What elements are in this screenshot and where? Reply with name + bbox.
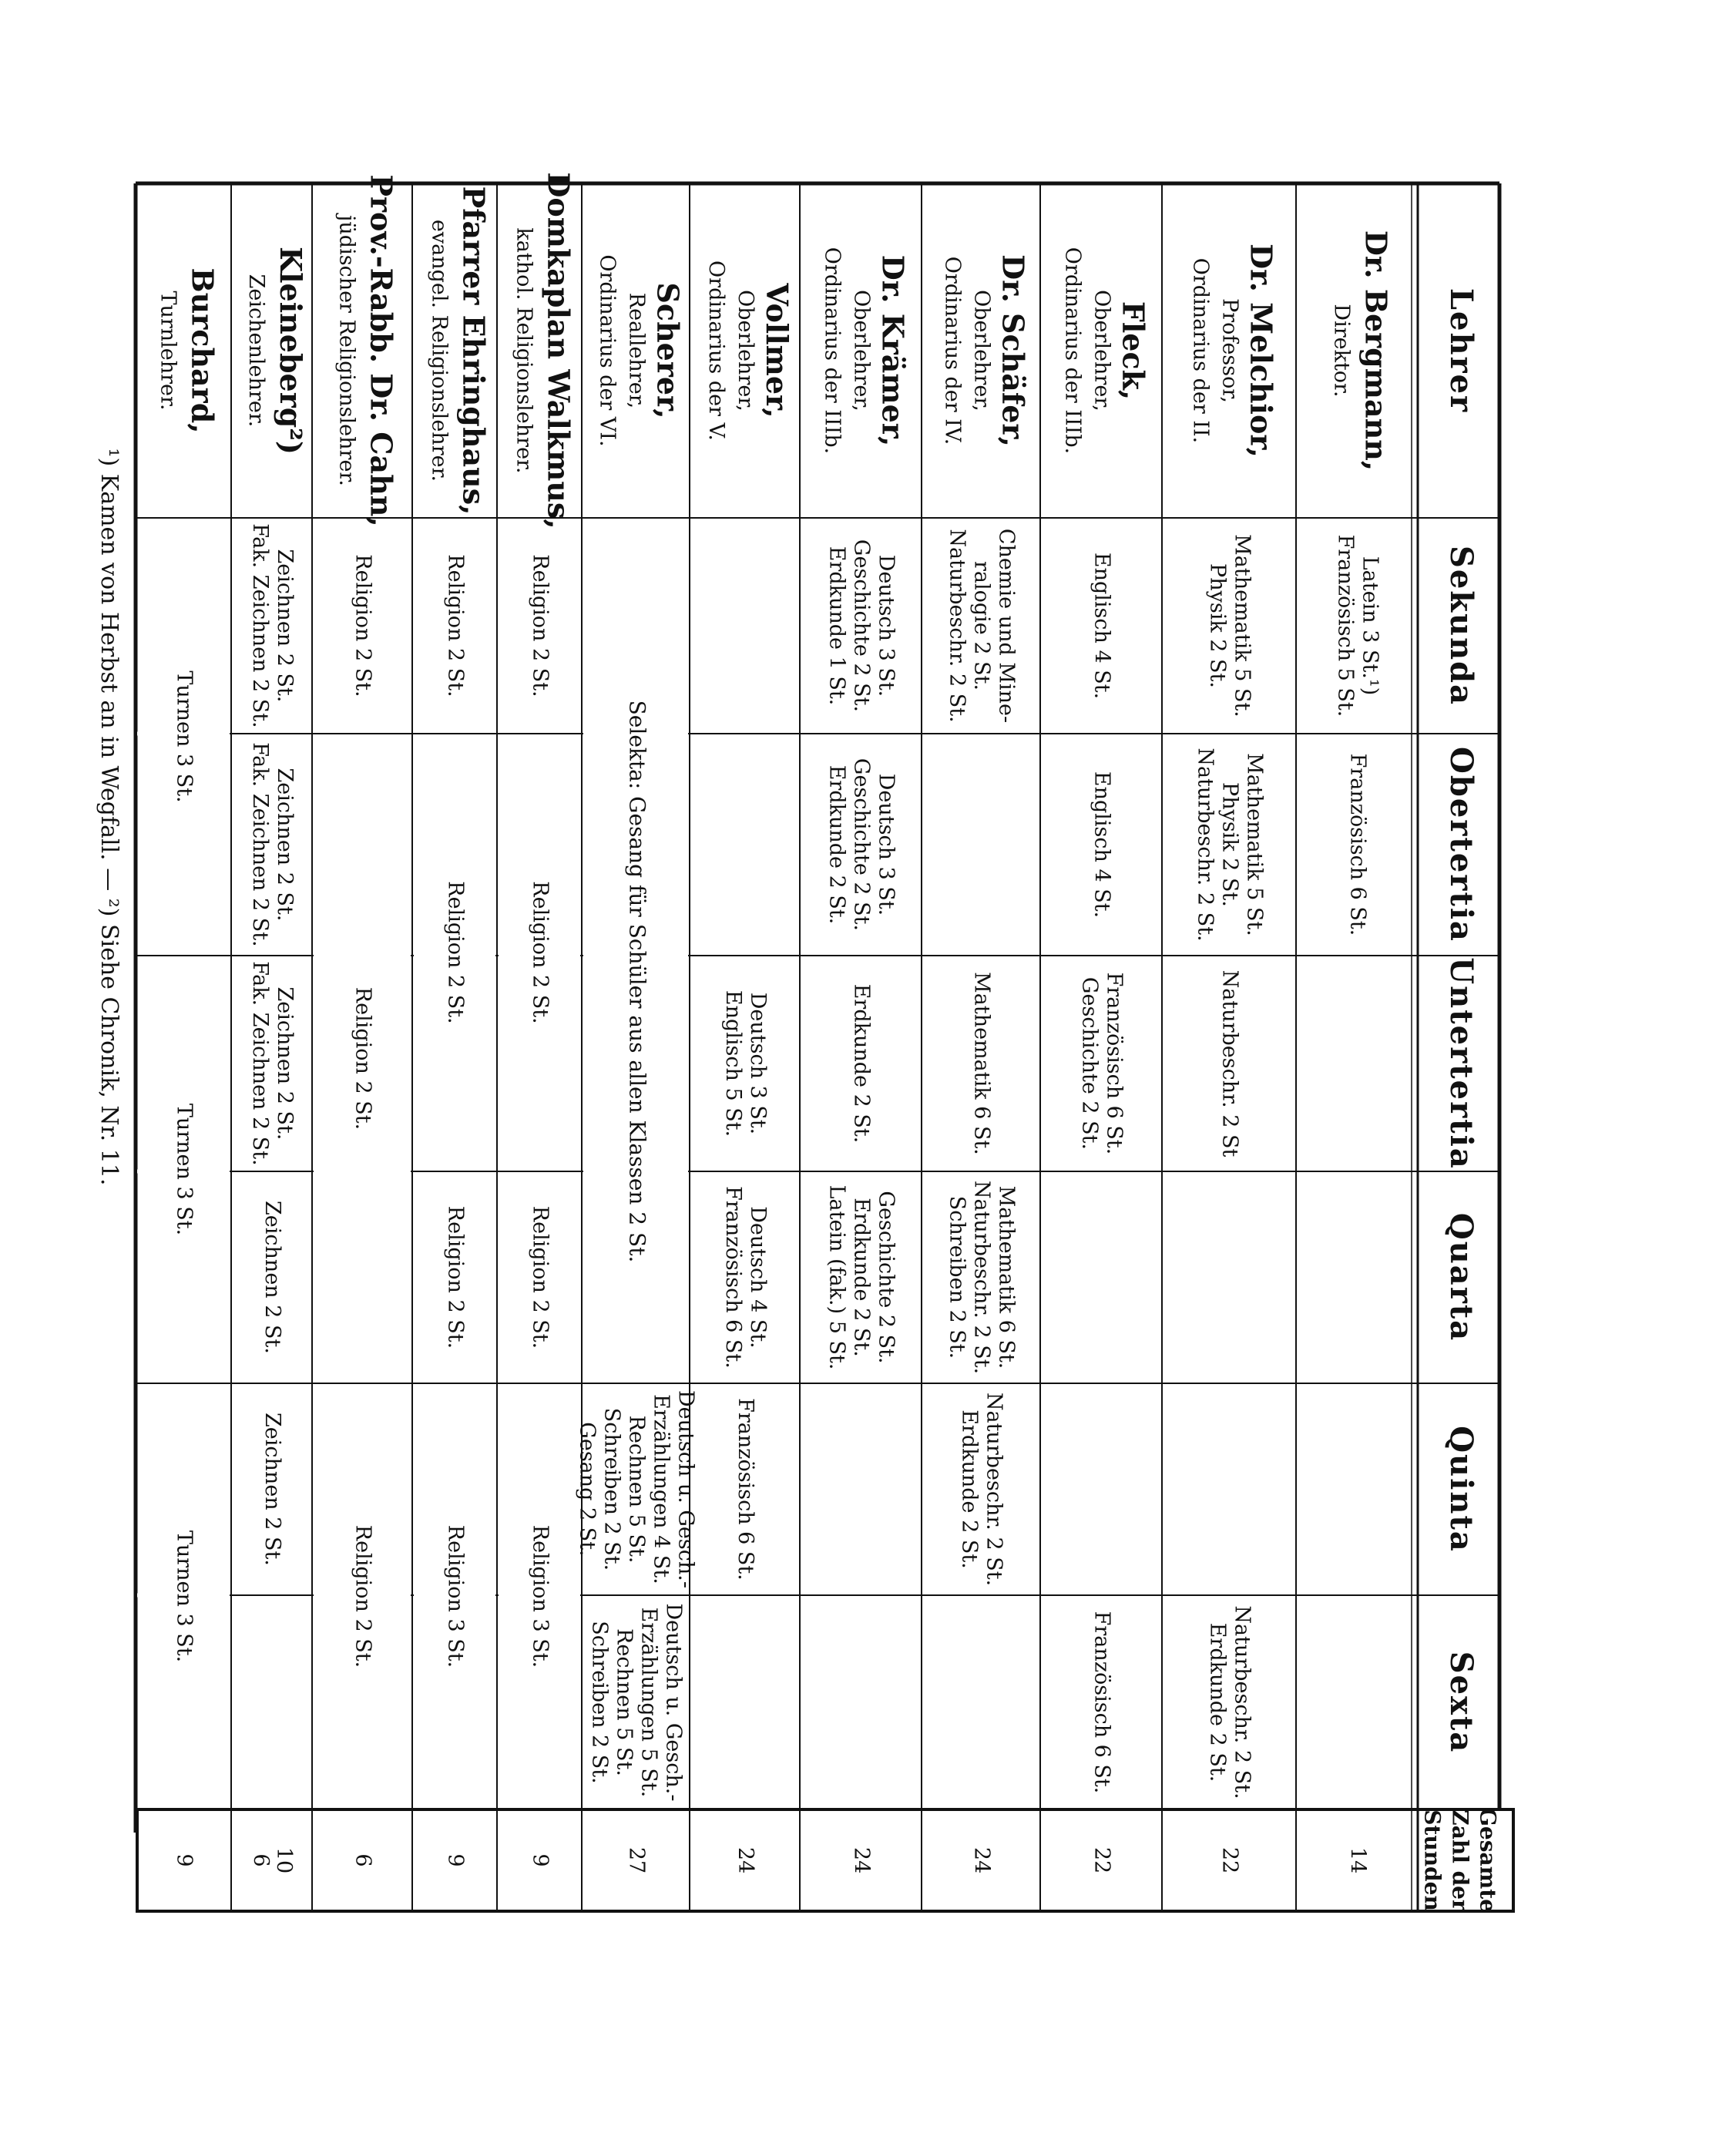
cell-obertertia-line: Fak. Zeichnen 2 St. xyxy=(248,742,272,947)
cell-sekunda-line: Englisch 4 St. xyxy=(1090,552,1114,700)
teacher-name: Dr. Krämer, xyxy=(875,254,911,447)
cell-sexta-line: Naturbeschr. 2 St. xyxy=(1230,1605,1254,1799)
header-untertertia xyxy=(1443,957,1479,1170)
cell-obertertia-line: Deutsch 3 St. xyxy=(874,773,898,916)
cell-untertertia-line: Deutsch 3 St. xyxy=(746,992,770,1135)
footnote-text-line: ¹) Kamen von Herbst an in Wegfall. — ²) Siehe Chronik, Nr. 11. xyxy=(96,448,123,1186)
total-cell-line: 22 xyxy=(1217,1846,1242,1874)
merged-cell xyxy=(173,670,196,802)
total-cell-line: 9 xyxy=(443,1853,468,1867)
cell-sexta-line: Französisch 6 St. xyxy=(1090,1611,1114,1794)
cell-untertertia xyxy=(248,961,297,1165)
merged-cell-line: Religion 3 St. xyxy=(528,1524,552,1668)
cell-sekunda-line: ralogie 2 St. xyxy=(969,560,994,691)
cell-sekunda-line: Physik 2 St. xyxy=(1205,563,1230,688)
teacher-name: Scherer, xyxy=(650,282,686,419)
cell-sekunda-line: Geschichte 2 St. xyxy=(849,539,874,713)
teacher-name: Burchard, xyxy=(185,267,220,434)
cell-quinta-line: Schreiben 2 St. xyxy=(599,1407,624,1571)
merged-cell-line: Religion 2 St. xyxy=(443,881,468,1024)
cell-sexta xyxy=(1090,1611,1114,1794)
cell-quarta-line: Geschichte 2 St. xyxy=(874,1191,898,1364)
total-cell-line: 6 xyxy=(351,1853,375,1867)
cell-obertertia-line: Erdkunde 2 St. xyxy=(824,764,849,925)
cell-untertertia-line: Englisch 5 St. xyxy=(721,990,745,1137)
teacher-title: Zeichenlehrer. xyxy=(244,274,268,428)
cell-sekunda-line: Zeichnen 2 St. xyxy=(273,549,297,703)
merged-cell xyxy=(444,554,468,697)
cell-obertertia xyxy=(248,742,297,946)
merged-cell xyxy=(529,554,552,697)
cell-sekunda-line: Mathematik 5 St. xyxy=(1230,534,1254,717)
teacher-title: Reallehrer, xyxy=(624,292,649,409)
cell-obertertia-line: Geschichte 2 St. xyxy=(849,758,874,932)
cell-untertertia-line: Zeichnen 2 St. xyxy=(273,986,297,1141)
cell-sexta xyxy=(588,1604,686,1802)
cell-quinta xyxy=(734,1398,757,1581)
header-obertertia xyxy=(1443,747,1479,942)
selekta-span xyxy=(625,701,650,1263)
teacher-name: Dr. Melchior, xyxy=(1244,244,1279,458)
footnote xyxy=(96,449,123,1186)
teacher-name: Kleineberg²) xyxy=(274,247,308,455)
header-sekunda xyxy=(1443,546,1479,706)
header-total-line: Stunden xyxy=(1419,1809,1446,1911)
cell-untertertia-line: Naturbeschr. 2 St xyxy=(1217,969,1242,1157)
total-cell-line: 24 xyxy=(969,1846,994,1874)
cell-untertertia xyxy=(1078,973,1127,1155)
teacher-title: Ordinarius der VI. xyxy=(595,254,620,447)
cell-obertertia-line: Französisch 6 St. xyxy=(1345,753,1370,936)
total-cell-line: 14 xyxy=(1345,1846,1370,1874)
teacher-name: Vollmer, xyxy=(760,283,794,418)
cell-sekunda xyxy=(1090,553,1114,699)
merged-cell-line: Religion 2 St. xyxy=(528,554,552,697)
cell-quarta xyxy=(260,1201,284,1354)
total-cell-line: 9 xyxy=(528,1853,552,1867)
cell-untertertia xyxy=(970,972,994,1155)
cell-quinta-line: Französisch 6 St. xyxy=(734,1398,757,1581)
cell-quinta xyxy=(260,1413,284,1566)
merged-cell xyxy=(444,881,468,1023)
total-cell-line: 9 xyxy=(172,1853,196,1867)
merged-cell-line: Religion 2 St. xyxy=(443,1205,468,1349)
total-cell xyxy=(444,1853,468,1866)
merged-cell xyxy=(351,554,375,697)
total-cell-line: 10 xyxy=(272,1846,296,1874)
cell-sekunda xyxy=(248,523,297,727)
cell-obertertia-line: Zeichnen 2 St. xyxy=(273,768,297,922)
teacher-title: jüdischer Religionslehrer. xyxy=(334,215,359,486)
cell-untertertia-line: Mathematik 6 St. xyxy=(969,972,994,1155)
cell-sexta-line: Erdkunde 2 St. xyxy=(1205,1622,1230,1782)
cell-untertertia xyxy=(1218,970,1242,1157)
teacher-name: Domkaplan Walkmus, xyxy=(541,172,576,529)
teacher-title: Oberlehrer, xyxy=(1090,290,1114,412)
merged-cell-line: Religion 2 St. xyxy=(351,1524,375,1668)
teacher-title: Ordinarius der V. xyxy=(704,260,728,441)
teacher-name: Prov.-Rabb. Dr. Cahn, xyxy=(364,174,399,527)
merged-cell-line: Turnen 3 St. xyxy=(172,670,196,803)
cell-obertertia xyxy=(1090,771,1114,918)
cell-obertertia xyxy=(825,758,898,931)
cell-untertertia xyxy=(721,990,770,1137)
cell-sekunda xyxy=(1334,535,1382,717)
total-cell-line: 22 xyxy=(1090,1846,1114,1874)
cell-obertertia-line: Naturbeschr. 2 St. xyxy=(1193,748,1217,942)
cell-quinta-line: Erzählungen 4 St. xyxy=(649,1394,673,1584)
cell-quarta-line: Schreiben 2 St. xyxy=(945,1195,969,1359)
merged-cell-line: Religion 2 St. xyxy=(528,881,552,1024)
cell-untertertia-line: Geschichte 2 St. xyxy=(1077,976,1102,1151)
cell-quarta-line: Deutsch 4 St. xyxy=(746,1206,770,1349)
merged-cell-line: Religion 2 St. xyxy=(528,1205,552,1349)
header-total-line: Gesamte xyxy=(1475,1807,1501,1913)
teacher-cell xyxy=(244,247,308,455)
header-quarta xyxy=(1443,1213,1479,1342)
cell-quinta-line: Naturbeschr. 2 St. xyxy=(982,1392,1006,1587)
teacher-name: Dr. Bergmann, xyxy=(1358,230,1394,472)
teacher-title: Oberlehrer, xyxy=(969,290,994,412)
header-sekunda-line: Sekunda xyxy=(1443,545,1479,707)
cell-obertertia xyxy=(1346,754,1370,936)
total-cell xyxy=(529,1853,552,1866)
cell-sekunda-line: Fak. Zeichnen 2 St. xyxy=(248,523,272,728)
merged-cell-line: Religion 3 St. xyxy=(443,1524,468,1668)
teacher-title: Oberlehrer, xyxy=(734,290,757,412)
header-total xyxy=(1420,1808,1501,1913)
header-untertertia-line: Untertertia xyxy=(1443,957,1479,1170)
cell-sexta xyxy=(1206,1605,1254,1799)
total-cell-line: 24 xyxy=(849,1846,874,1874)
cell-quarta-line: Latein (fak.) 5 St. xyxy=(824,1184,849,1370)
merged-cell-line: Turnen 3 St. xyxy=(172,1103,196,1236)
cell-quinta-line: Zeichnen 2 St. xyxy=(260,1413,284,1566)
header-quinta xyxy=(1443,1426,1479,1553)
total-cell-line: 27 xyxy=(624,1846,649,1874)
teacher-name: Pfarrer Ehringhaus, xyxy=(456,186,492,516)
teacher-title: Ordinarius der II. xyxy=(1188,257,1213,444)
cell-sexta-line: Deutsch u. Gesch.- xyxy=(661,1603,686,1802)
teacher-cell xyxy=(428,186,492,516)
total-cell xyxy=(351,1853,375,1866)
cell-quarta-line: Zeichnen 2 St. xyxy=(260,1201,284,1354)
cell-quarta xyxy=(825,1185,898,1370)
cell-obertertia-line: Englisch 4 St. xyxy=(1090,771,1114,919)
merged-cell-line: Turnen 3 St. xyxy=(172,1530,196,1663)
cell-untertertia-line: Französisch 6 St. xyxy=(1102,972,1127,1155)
footnote-text xyxy=(96,449,123,1186)
teacher-name: Fleck, xyxy=(1116,301,1151,401)
merged-cell-line: Religion 2 St. xyxy=(443,554,468,697)
total-cell xyxy=(1346,1847,1370,1873)
total-cell-line: 24 xyxy=(734,1846,757,1874)
cell-untertertia-line: Fak. Zeichnen 2 St. xyxy=(248,961,272,1166)
merged-cell xyxy=(351,987,375,1130)
merged-cell xyxy=(444,1206,468,1349)
cell-quarta-line: Französisch 6 St. xyxy=(721,1186,745,1369)
cell-quinta-line: Erdkunde 2 St. xyxy=(957,1409,982,1569)
total-cell xyxy=(850,1847,874,1873)
teacher-title: Direktor. xyxy=(1329,304,1354,398)
header-quarta-line: Quarta xyxy=(1443,1212,1479,1342)
merged-cell xyxy=(173,1104,196,1235)
total-cell xyxy=(970,1847,994,1873)
merged-cell xyxy=(529,1206,552,1349)
cell-quarta xyxy=(721,1186,770,1369)
teacher-title: kathol. Religionslehrer. xyxy=(512,227,536,474)
merged-cell xyxy=(444,1525,468,1668)
cell-sekunda-line: Chemie und Mine- xyxy=(994,528,1019,724)
cell-untertertia-line: Erdkunde 2 St. xyxy=(849,983,874,1144)
cell-sekunda xyxy=(825,539,898,712)
cell-sekunda-line: Naturbeschr. 2 St. xyxy=(945,529,969,723)
header-quinta-line: Quinta xyxy=(1443,1426,1479,1553)
total-cell xyxy=(1218,1847,1242,1873)
teacher-cell xyxy=(335,174,399,526)
cell-quarta-line: Mathematik 6 St. xyxy=(994,1185,1019,1369)
merged-cell xyxy=(529,881,552,1023)
cell-sexta-line: Rechnen 5 St. xyxy=(612,1628,636,1776)
cell-quinta-line: Deutsch u. Gesch.- xyxy=(673,1390,698,1588)
merged-cell-line: Religion 2 St. xyxy=(351,986,375,1131)
header-lehrer xyxy=(1443,288,1479,413)
header-lehrer-line: Lehrer xyxy=(1443,287,1479,414)
cell-sekunda-line: Deutsch 3 St. xyxy=(874,554,898,697)
cell-quinta xyxy=(958,1393,1006,1586)
teacher-cell xyxy=(156,268,220,434)
header-sexta-line: Sexta xyxy=(1443,1651,1479,1754)
teacher-title: evangel. Religionslehrer. xyxy=(427,219,452,482)
total-cell xyxy=(734,1847,757,1873)
selekta-span-line: Selekta: Gesang für Schüler aus allen Klassen 2 St. xyxy=(624,700,650,1263)
total-cell xyxy=(173,1853,196,1866)
teacher-title: Ordinarius der IV. xyxy=(940,256,965,445)
header-obertertia-line: Obertertia xyxy=(1443,747,1479,942)
total-cell-line: 6 xyxy=(249,1853,273,1867)
cell-quarta xyxy=(945,1181,1019,1374)
header-sexta xyxy=(1443,1651,1479,1754)
merged-cell-line: Religion 2 St. xyxy=(351,554,375,697)
merged-cell xyxy=(351,1525,375,1668)
teacher-title: Ordinarius der IIIb. xyxy=(820,247,844,455)
cell-sekunda-line: Latein 3 St.¹) xyxy=(1358,556,1382,696)
cell-obertertia-line: Physik 2 St. xyxy=(1217,782,1242,907)
merged-cell xyxy=(173,1530,196,1662)
teacher-name: Dr. Schäfer, xyxy=(996,254,1031,447)
cell-sexta-line: Schreiben 2 St. xyxy=(587,1621,612,1784)
cell-quarta-line: Erdkunde 2 St. xyxy=(849,1198,874,1357)
cell-quinta-line: Gesang 2 St. xyxy=(575,1422,599,1557)
teacher-title: Ordinarius der IIIb. xyxy=(1060,247,1085,455)
total-cell xyxy=(625,1847,649,1873)
merged-cell xyxy=(529,1525,552,1668)
teacher-title: Turnlehrer. xyxy=(156,291,180,411)
teacher-title: Oberlehrer, xyxy=(849,290,874,412)
cell-quarta-line: Naturbeschr. 2 St. xyxy=(969,1180,994,1375)
cell-quinta-line: Rechnen 5 St. xyxy=(624,1415,649,1564)
teacher-title: Professor, xyxy=(1217,298,1242,403)
cell-untertertia xyxy=(850,984,874,1144)
cell-obertertia-line: Mathematik 5 St. xyxy=(1242,753,1267,936)
cell-sexta-line: Erzählungen 5 St. xyxy=(636,1607,661,1798)
cell-sekunda-line: Französisch 5 St. xyxy=(1333,534,1358,717)
total-cell xyxy=(1090,1847,1114,1873)
cell-sekunda-line: Erdkunde 1 St. xyxy=(824,546,849,706)
header-total-line: Zahl der xyxy=(1447,1809,1473,1911)
